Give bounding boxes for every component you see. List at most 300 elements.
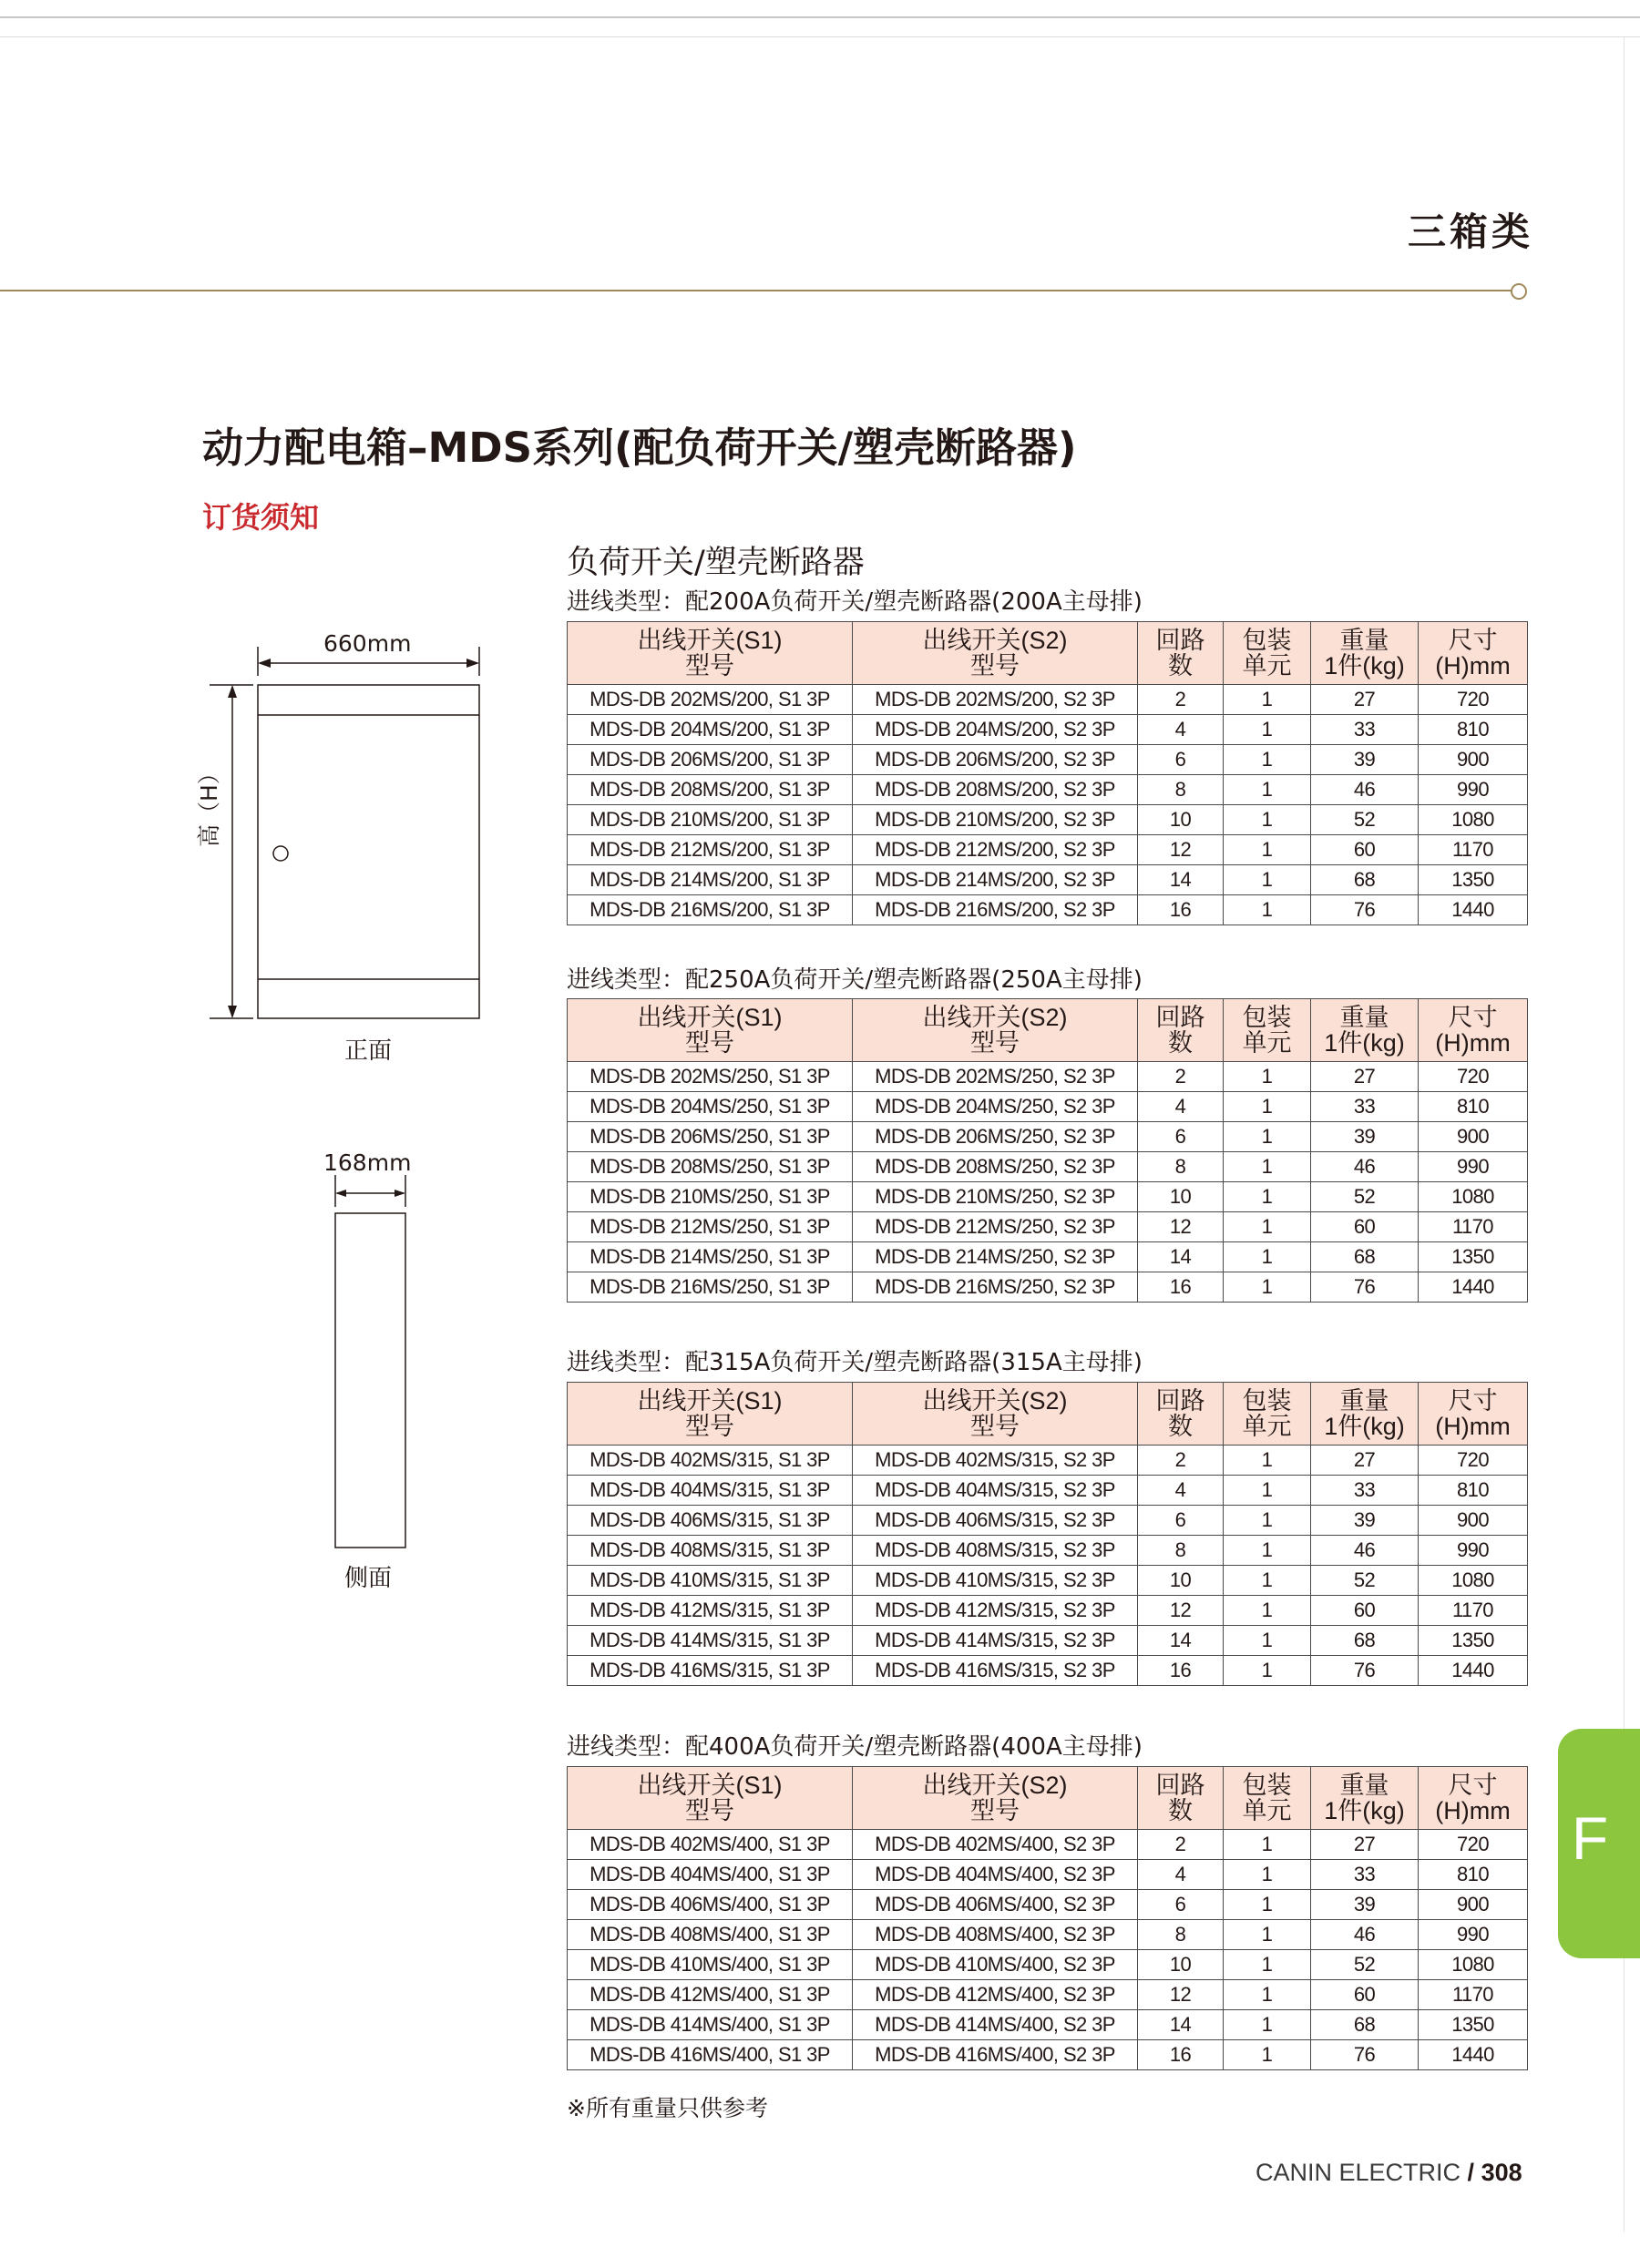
header-s1 xyxy=(568,1767,853,1830)
circuits-cell: 8 xyxy=(1138,1152,1224,1182)
height-cell: 900 xyxy=(1419,1506,1528,1536)
header-pack-line2: 单元 xyxy=(1242,1797,1292,1824)
weight-cell: 33 xyxy=(1311,1476,1419,1506)
s1-model-cell: MDS-DB 216MS/250, S1 3P xyxy=(568,1272,853,1303)
circuits-cell: 10 xyxy=(1138,1950,1224,1980)
circuits-cell: 8 xyxy=(1138,1536,1224,1566)
s2-model-cell: MDS-DB 414MS/400, S2 3P xyxy=(853,2010,1138,2040)
s1-model-cell: MDS-DB 206MS/250, S1 3P xyxy=(568,1122,853,1152)
s1-model-cell: MDS-DB 414MS/400, S1 3P xyxy=(568,2010,853,2040)
table-row xyxy=(568,1506,1528,1536)
side-view-label: 侧面 xyxy=(344,1565,393,1592)
weight-cell: 52 xyxy=(1311,1566,1419,1596)
s2-model-cell: MDS-DB 408MS/315, S2 3P xyxy=(853,1536,1138,1566)
header-size-line2: (H)mm xyxy=(1435,1413,1511,1440)
s1-model-cell: MDS-DB 406MS/315, S1 3P xyxy=(568,1506,853,1536)
height-cell: 1170 xyxy=(1419,1980,1528,2010)
pack-unit-cell: 1 xyxy=(1224,1506,1311,1536)
table-header-row xyxy=(568,622,1528,685)
header-pack-line1: 包装 xyxy=(1242,1387,1292,1415)
header-weight-line2: 1件(kg) xyxy=(1324,1413,1405,1440)
pack-unit-cell: 1 xyxy=(1224,685,1311,715)
circuits-cell: 4 xyxy=(1138,715,1224,745)
spec-table-200a xyxy=(567,621,1528,925)
pack-unit-cell: 1 xyxy=(1224,1122,1311,1152)
header-s1-line2: 型号 xyxy=(685,1413,734,1440)
table-row xyxy=(568,1890,1528,1920)
page-footer xyxy=(1256,2159,1522,2187)
weight-cell: 46 xyxy=(1311,1152,1419,1182)
header-circuits-line1: 回路 xyxy=(1155,1004,1205,1031)
s1-model-cell: MDS-DB 202MS/200, S1 3P xyxy=(568,685,853,715)
header-s2 xyxy=(853,622,1138,685)
table-row xyxy=(568,1626,1528,1656)
table-row xyxy=(568,1830,1528,1860)
table-row xyxy=(568,1950,1528,1980)
height-cell: 1080 xyxy=(1419,805,1528,835)
s1-model-cell: MDS-DB 208MS/250, S1 3P xyxy=(568,1152,853,1182)
footer-separator: / xyxy=(1467,2159,1475,2186)
height-cell: 1080 xyxy=(1419,1182,1528,1212)
circuits-cell: 12 xyxy=(1138,1980,1224,2010)
header-size xyxy=(1419,622,1528,685)
height-cell: 720 xyxy=(1419,1062,1528,1092)
table-row xyxy=(568,805,1528,835)
table-row xyxy=(568,1476,1528,1506)
s1-model-cell: MDS-DB 402MS/315, S1 3P xyxy=(568,1446,853,1476)
page-title: 动力配电箱–MDS系列(配负荷开关/塑壳断路器) xyxy=(202,424,1077,472)
weight-cell: 46 xyxy=(1311,1536,1419,1566)
table-row xyxy=(568,1182,1528,1212)
height-cell: 1170 xyxy=(1419,1212,1528,1242)
height-cell: 1440 xyxy=(1419,895,1528,925)
header-s2 xyxy=(853,1383,1138,1446)
circuits-cell: 14 xyxy=(1138,2010,1224,2040)
table-row xyxy=(568,2040,1528,2070)
s2-model-cell: MDS-DB 412MS/400, S2 3P xyxy=(853,1980,1138,2010)
weight-cell: 27 xyxy=(1311,1446,1419,1476)
weight-cell: 27 xyxy=(1311,685,1419,715)
header-s1-line2: 型号 xyxy=(685,652,734,679)
weight-cell: 68 xyxy=(1311,1626,1419,1656)
category-title: 三箱类 xyxy=(1408,209,1534,254)
circuits-cell: 12 xyxy=(1138,1212,1224,1242)
s1-model-cell: MDS-DB 210MS/250, S1 3P xyxy=(568,1182,853,1212)
header-s1-line1: 出线开关(S1) xyxy=(637,627,783,654)
s1-model-cell: MDS-DB 404MS/315, S1 3P xyxy=(568,1476,853,1506)
pack-unit-cell: 1 xyxy=(1224,1242,1311,1272)
order-note-heading: 订货须知 xyxy=(202,500,320,535)
s2-model-cell: MDS-DB 416MS/400, S2 3P xyxy=(853,2040,1138,2070)
pack-unit-cell: 1 xyxy=(1224,1152,1311,1182)
height-cell: 1350 xyxy=(1419,865,1528,895)
section-label-200a: 进线类型：配200A负荷开关/塑壳断路器(200A主母排) xyxy=(567,588,1143,616)
header-s1 xyxy=(568,999,853,1062)
s2-model-cell: MDS-DB 404MS/400, S2 3P xyxy=(853,1860,1138,1890)
table-row xyxy=(568,1212,1528,1242)
circuits-cell: 8 xyxy=(1138,775,1224,805)
s1-model-cell: MDS-DB 410MS/400, S1 3P xyxy=(568,1950,853,1980)
table-row xyxy=(568,745,1528,775)
cabinet-outline-drawing xyxy=(182,619,528,1603)
s2-model-cell: MDS-DB 210MS/250, S2 3P xyxy=(853,1182,1138,1212)
table-row xyxy=(568,1122,1528,1152)
pack-unit-cell: 1 xyxy=(1224,1062,1311,1092)
header-size-line1: 尺寸 xyxy=(1448,1387,1498,1415)
header-size xyxy=(1419,999,1528,1062)
top-rule xyxy=(0,16,1640,18)
header-s2-line2: 型号 xyxy=(970,1413,1020,1440)
header-weight xyxy=(1311,622,1419,685)
weight-cell: 27 xyxy=(1311,1062,1419,1092)
table-row xyxy=(568,715,1528,745)
height-cell: 1080 xyxy=(1419,1950,1528,1980)
weight-cell: 76 xyxy=(1311,2040,1419,2070)
circuits-cell: 16 xyxy=(1138,895,1224,925)
table-row xyxy=(568,2010,1528,2040)
weight-cell: 52 xyxy=(1311,1182,1419,1212)
height-cell: 1350 xyxy=(1419,1626,1528,1656)
circuits-cell: 10 xyxy=(1138,805,1224,835)
pack-unit-cell: 1 xyxy=(1224,1980,1311,2010)
circuits-cell: 2 xyxy=(1138,685,1224,715)
s2-model-cell: MDS-DB 402MS/400, S2 3P xyxy=(853,1830,1138,1860)
header-weight-line1: 重量 xyxy=(1339,1387,1389,1415)
spec-table-315a xyxy=(567,1382,1528,1686)
pack-unit-cell: 1 xyxy=(1224,1830,1311,1860)
s2-model-cell: MDS-DB 206MS/250, S2 3P xyxy=(853,1122,1138,1152)
weight-cell: 46 xyxy=(1311,1920,1419,1950)
s1-model-cell: MDS-DB 412MS/315, S1 3P xyxy=(568,1596,853,1626)
weight-cell: 68 xyxy=(1311,2010,1419,2040)
pack-unit-cell: 1 xyxy=(1224,2010,1311,2040)
section-tab-letter: F xyxy=(1571,1804,1609,1872)
s2-model-cell: MDS-DB 206MS/200, S2 3P xyxy=(853,745,1138,775)
page-number: 308 xyxy=(1481,2159,1522,2186)
height-cell: 900 xyxy=(1419,1122,1528,1152)
s1-model-cell: MDS-DB 204MS/200, S1 3P xyxy=(568,715,853,745)
height-cell: 810 xyxy=(1419,1092,1528,1122)
s1-model-cell: MDS-DB 216MS/200, S1 3P xyxy=(568,895,853,925)
header-s2-line1: 出线开关(S2) xyxy=(922,1004,1068,1031)
height-cell: 720 xyxy=(1419,1446,1528,1476)
weight-cell: 39 xyxy=(1311,1890,1419,1920)
s2-model-cell: MDS-DB 202MS/200, S2 3P xyxy=(853,685,1138,715)
table-row xyxy=(568,1566,1528,1596)
pack-unit-cell: 1 xyxy=(1224,1272,1311,1303)
header-circuits xyxy=(1138,1767,1224,1830)
s1-model-cell: MDS-DB 214MS/200, S1 3P xyxy=(568,865,853,895)
header-s2 xyxy=(853,999,1138,1062)
table-row xyxy=(568,1596,1528,1626)
height-cell: 720 xyxy=(1419,1830,1528,1860)
weight-cell: 52 xyxy=(1311,1950,1419,1980)
table-row xyxy=(568,1152,1528,1182)
header-weight-line2: 1件(kg) xyxy=(1324,1797,1405,1824)
header-divider xyxy=(0,290,1512,291)
weight-cell: 68 xyxy=(1311,865,1419,895)
s1-model-cell: MDS-DB 408MS/315, S1 3P xyxy=(568,1536,853,1566)
weight-cell: 33 xyxy=(1311,1092,1419,1122)
header-pack-line1: 包装 xyxy=(1242,1004,1292,1031)
table-row xyxy=(568,1980,1528,2010)
weight-cell: 60 xyxy=(1311,835,1419,865)
header-pack xyxy=(1224,1767,1311,1830)
weight-cell: 52 xyxy=(1311,805,1419,835)
circuits-cell: 2 xyxy=(1138,1062,1224,1092)
pack-unit-cell: 1 xyxy=(1224,895,1311,925)
side-width-label: 168mm xyxy=(323,1149,412,1176)
front-view-label: 正面 xyxy=(344,1037,393,1065)
pack-unit-cell: 1 xyxy=(1224,835,1311,865)
s2-model-cell: MDS-DB 406MS/315, S2 3P xyxy=(853,1506,1138,1536)
pack-unit-cell: 1 xyxy=(1224,1860,1311,1890)
header-s2-line1: 出线开关(S2) xyxy=(922,627,1068,654)
pack-unit-cell: 1 xyxy=(1224,1626,1311,1656)
s1-model-cell: MDS-DB 402MS/400, S1 3P xyxy=(568,1830,853,1860)
product-subheading: 负荷开关/塑壳断路器 xyxy=(567,545,865,581)
table-row xyxy=(568,685,1528,715)
header-pack-line2: 单元 xyxy=(1242,1413,1292,1440)
header-s2-line2: 型号 xyxy=(970,652,1020,679)
height-cell: 990 xyxy=(1419,1152,1528,1182)
circuits-cell: 10 xyxy=(1138,1566,1224,1596)
height-cell: 1350 xyxy=(1419,1242,1528,1272)
header-circuits xyxy=(1138,999,1224,1062)
header-s1-line2: 型号 xyxy=(685,1797,734,1824)
header-circuits-line2: 数 xyxy=(1168,1797,1193,1824)
header-pack xyxy=(1224,999,1311,1062)
header-weight-line1: 重量 xyxy=(1339,1004,1389,1031)
circuits-cell: 2 xyxy=(1138,1830,1224,1860)
circuits-cell: 6 xyxy=(1138,1890,1224,1920)
header-s1 xyxy=(568,1383,853,1446)
header-size-line1: 尺寸 xyxy=(1448,1004,1498,1031)
weight-cell: 60 xyxy=(1311,1980,1419,2010)
circuits-cell: 12 xyxy=(1138,835,1224,865)
weight-cell: 39 xyxy=(1311,1122,1419,1152)
header-weight xyxy=(1311,1767,1419,1830)
s2-model-cell: MDS-DB 216MS/250, S2 3P xyxy=(853,1272,1138,1303)
pack-unit-cell: 1 xyxy=(1224,1182,1311,1212)
header-s1-line1: 出线开关(S1) xyxy=(637,1772,783,1799)
header-weight-line1: 重量 xyxy=(1339,627,1389,654)
height-cell: 990 xyxy=(1419,1536,1528,1566)
front-width-label: 660mm xyxy=(323,630,412,657)
height-cell: 900 xyxy=(1419,745,1528,775)
brand-name: CANIN ELECTRIC xyxy=(1256,2159,1461,2186)
height-cell: 810 xyxy=(1419,715,1528,745)
s1-model-cell: MDS-DB 202MS/250, S1 3P xyxy=(568,1062,853,1092)
header-s1-line2: 型号 xyxy=(685,1029,734,1057)
table-row xyxy=(568,1920,1528,1950)
spec-table-250a xyxy=(567,998,1528,1303)
s2-model-cell: MDS-DB 212MS/250, S2 3P xyxy=(853,1212,1138,1242)
header-circuits-line2: 数 xyxy=(1168,652,1193,679)
s2-model-cell: MDS-DB 210MS/200, S2 3P xyxy=(853,805,1138,835)
table-row xyxy=(568,895,1528,925)
table-header-row xyxy=(568,1767,1528,1830)
table-row xyxy=(568,775,1528,805)
height-cell: 1170 xyxy=(1419,1596,1528,1626)
height-cell: 720 xyxy=(1419,685,1528,715)
pack-unit-cell: 1 xyxy=(1224,745,1311,775)
weight-cell: 76 xyxy=(1311,895,1419,925)
section-label-315a: 进线类型：配315A负荷开关/塑壳断路器(315A主母排) xyxy=(567,1349,1143,1376)
circuits-cell: 4 xyxy=(1138,1860,1224,1890)
s2-model-cell: MDS-DB 412MS/315, S2 3P xyxy=(853,1596,1138,1626)
circuits-cell: 6 xyxy=(1138,1122,1224,1152)
front-view-box xyxy=(258,685,479,1018)
s1-model-cell: MDS-DB 206MS/200, S1 3P xyxy=(568,745,853,775)
s2-model-cell: MDS-DB 208MS/250, S2 3P xyxy=(853,1152,1138,1182)
header-weight-line2: 1件(kg) xyxy=(1324,652,1405,679)
circuits-cell: 12 xyxy=(1138,1596,1224,1626)
header-size xyxy=(1419,1383,1528,1446)
s2-model-cell: MDS-DB 410MS/400, S2 3P xyxy=(853,1950,1138,1980)
header-s1-line1: 出线开关(S1) xyxy=(637,1004,783,1031)
circuits-cell: 4 xyxy=(1138,1092,1224,1122)
circuits-cell: 14 xyxy=(1138,1626,1224,1656)
header-s2-line1: 出线开关(S2) xyxy=(922,1387,1068,1415)
circuits-cell: 16 xyxy=(1138,2040,1224,2070)
section-label-400a: 进线类型：配400A负荷开关/塑壳断路器(400A主母排) xyxy=(567,1733,1143,1761)
header-circuits-line2: 数 xyxy=(1168,1029,1193,1057)
s1-model-cell: MDS-DB 214MS/250, S1 3P xyxy=(568,1242,853,1272)
table-row xyxy=(568,865,1528,895)
section-tab xyxy=(1558,1729,1640,1958)
s2-model-cell: MDS-DB 404MS/315, S2 3P xyxy=(853,1476,1138,1506)
header-size-line1: 尺寸 xyxy=(1448,1772,1498,1799)
side-view-box xyxy=(335,1213,405,1548)
s1-model-cell: MDS-DB 416MS/400, S1 3P xyxy=(568,2040,853,2070)
weight-cell: 60 xyxy=(1311,1212,1419,1242)
height-label: 高（H） xyxy=(196,761,222,847)
circuits-cell: 6 xyxy=(1138,745,1224,775)
dimension-drawing xyxy=(182,619,528,1603)
header-s1-line1: 出线开关(S1) xyxy=(637,1387,783,1415)
height-cell: 810 xyxy=(1419,1476,1528,1506)
header-pack-line2: 单元 xyxy=(1242,1029,1292,1057)
table-row xyxy=(568,1860,1528,1890)
pack-unit-cell: 1 xyxy=(1224,1092,1311,1122)
s2-model-cell: MDS-DB 414MS/315, S2 3P xyxy=(853,1626,1138,1656)
weight-cell: 68 xyxy=(1311,1242,1419,1272)
pack-unit-cell: 1 xyxy=(1224,2040,1311,2070)
height-cell: 1080 xyxy=(1419,1566,1528,1596)
pack-unit-cell: 1 xyxy=(1224,1596,1311,1626)
s2-model-cell: MDS-DB 406MS/400, S2 3P xyxy=(853,1890,1138,1920)
s2-model-cell: MDS-DB 416MS/315, S2 3P xyxy=(853,1656,1138,1686)
weight-footnote: ※所有重量只供参考 xyxy=(567,2095,768,2121)
s1-model-cell: MDS-DB 404MS/400, S1 3P xyxy=(568,1860,853,1890)
height-cell: 990 xyxy=(1419,1920,1528,1950)
s1-model-cell: MDS-DB 208MS/200, S1 3P xyxy=(568,775,853,805)
s2-model-cell: MDS-DB 204MS/250, S2 3P xyxy=(853,1092,1138,1122)
header-weight xyxy=(1311,1383,1419,1446)
pack-unit-cell: 1 xyxy=(1224,1212,1311,1242)
pack-unit-cell: 1 xyxy=(1224,1920,1311,1950)
s2-model-cell: MDS-DB 208MS/200, S2 3P xyxy=(853,775,1138,805)
header-size-line2: (H)mm xyxy=(1435,1797,1511,1824)
table-row xyxy=(568,1062,1528,1092)
header-circuits-line1: 回路 xyxy=(1155,1387,1205,1415)
s1-model-cell: MDS-DB 212MS/200, S1 3P xyxy=(568,835,853,865)
spec-table-400a xyxy=(567,1766,1528,2070)
header-s2 xyxy=(853,1767,1138,1830)
table-row xyxy=(568,1446,1528,1476)
table-row xyxy=(568,1536,1528,1566)
weight-cell: 76 xyxy=(1311,1656,1419,1686)
table-row xyxy=(568,1092,1528,1122)
weight-cell: 33 xyxy=(1311,1860,1419,1890)
pack-unit-cell: 1 xyxy=(1224,805,1311,835)
height-cell: 1440 xyxy=(1419,1272,1528,1303)
height-cell: 1440 xyxy=(1419,2040,1528,2070)
circuits-cell: 16 xyxy=(1138,1656,1224,1686)
height-cell: 810 xyxy=(1419,1860,1528,1890)
table-header-row xyxy=(568,999,1528,1062)
s2-model-cell: MDS-DB 204MS/200, S2 3P xyxy=(853,715,1138,745)
s1-model-cell: MDS-DB 410MS/315, S1 3P xyxy=(568,1566,853,1596)
s1-model-cell: MDS-DB 414MS/315, S1 3P xyxy=(568,1626,853,1656)
table-row xyxy=(568,1656,1528,1686)
pack-unit-cell: 1 xyxy=(1224,1950,1311,1980)
s1-model-cell: MDS-DB 412MS/400, S1 3P xyxy=(568,1980,853,2010)
header-circuits xyxy=(1138,1383,1224,1446)
divider-end-circle xyxy=(1511,283,1527,300)
height-cell: 1170 xyxy=(1419,835,1528,865)
s1-model-cell: MDS-DB 210MS/200, S1 3P xyxy=(568,805,853,835)
s2-model-cell: MDS-DB 212MS/200, S2 3P xyxy=(853,835,1138,865)
circuits-cell: 16 xyxy=(1138,1272,1224,1303)
s2-model-cell: MDS-DB 410MS/315, S2 3P xyxy=(853,1566,1138,1596)
weight-cell: 76 xyxy=(1311,1272,1419,1303)
header-circuits-line1: 回路 xyxy=(1155,627,1205,654)
weight-cell: 27 xyxy=(1311,1830,1419,1860)
weight-cell: 39 xyxy=(1311,745,1419,775)
header-weight xyxy=(1311,999,1419,1062)
circuits-cell: 10 xyxy=(1138,1182,1224,1212)
header-pack-line2: 单元 xyxy=(1242,652,1292,679)
height-cell: 900 xyxy=(1419,1890,1528,1920)
s2-model-cell: MDS-DB 202MS/250, S2 3P xyxy=(853,1062,1138,1092)
s1-model-cell: MDS-DB 212MS/250, S1 3P xyxy=(568,1212,853,1242)
header-s1 xyxy=(568,622,853,685)
top-rule-thin xyxy=(0,36,1640,37)
s1-model-cell: MDS-DB 204MS/250, S1 3P xyxy=(568,1092,853,1122)
weight-cell: 33 xyxy=(1311,715,1419,745)
header-circuits xyxy=(1138,622,1224,685)
header-size xyxy=(1419,1767,1528,1830)
pack-unit-cell: 1 xyxy=(1224,865,1311,895)
pack-unit-cell: 1 xyxy=(1224,1536,1311,1566)
s2-model-cell: MDS-DB 214MS/250, S2 3P xyxy=(853,1242,1138,1272)
weight-cell: 60 xyxy=(1311,1596,1419,1626)
header-circuits-line1: 回路 xyxy=(1155,1772,1205,1799)
height-cell: 1440 xyxy=(1419,1656,1528,1686)
table-row xyxy=(568,1242,1528,1272)
header-s2-line1: 出线开关(S2) xyxy=(922,1772,1068,1799)
table-row xyxy=(568,1272,1528,1303)
header-pack-line1: 包装 xyxy=(1242,627,1292,654)
circuits-cell: 8 xyxy=(1138,1920,1224,1950)
height-cell: 1350 xyxy=(1419,2010,1528,2040)
s2-model-cell: MDS-DB 214MS/200, S2 3P xyxy=(853,865,1138,895)
pack-unit-cell: 1 xyxy=(1224,1890,1311,1920)
table-header-row xyxy=(568,1383,1528,1446)
pack-unit-cell: 1 xyxy=(1224,775,1311,805)
